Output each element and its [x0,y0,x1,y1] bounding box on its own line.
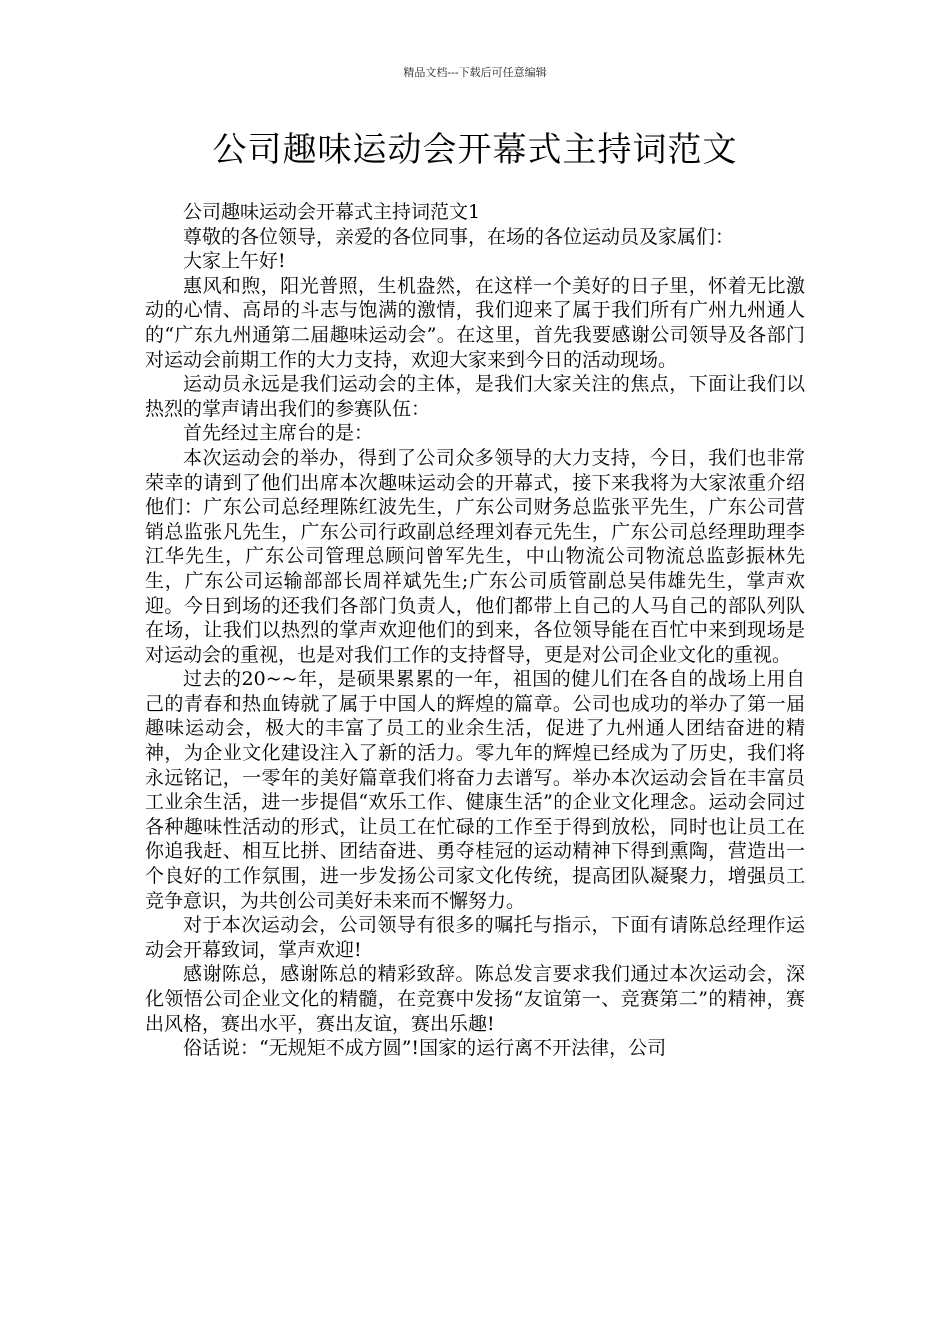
document-title: 公司趣味运动会开幕式主持词范文 [212,130,738,170]
paragraph-greeting: 大家上午好! [183,250,286,273]
paragraph-thanks: 感谢陈总，感谢陈总的精彩致辞。陈总发言要求我们通过本次运动会，深化领悟公司企业文化的精髓，在竞赛中发扬“友谊第一、竞赛第二”的精神，赛出风格，赛出水平，赛出友谊，赛出乐趣! [145,963,805,1035]
paragraph-speech-invite: 对于本次运动会，公司领导有很多的嘱托与指示，下面有请陈总经理作运动会开幕致词，掌声欢迎! [145,914,805,961]
paragraph-subtitle: 公司趣味运动会开幕式主持词范文1 [183,201,481,223]
header-note: 精品文档---下载后可任意编辑 [403,66,547,79]
paragraph-leaders: 本次运动会的举办，得到了公司众多领导的大力支持，今日，我们也非常荣幸的请到了他们出席本次趣味运动会的开幕式，接下来我将为大家浓重介绍他们：广东公司总经理陈红波先生，广东公司财务总监张平先生，广东公司营销总监张凡先生，广东公司行政副总经理刘春元先生，广东公司总经理助理李江华先生，广东公司管理总顾问曾军先生，中山物流公司物流总监彭振林先生，广东公司运输部部长周祥斌先生;广东公司质管副总吴伟雄先生，掌声欢迎。今日到场的还我们各部门负责人，他们都带上自己的人马自己的部队列队在场，让我们以热烈的掌声欢迎他们的到来，各位领导能在百忙中来到现场是对运动会的重视，也是对我们工作的支持督导，更是对公司企业文化的重视。 [145,446,805,666]
paragraph-salutation: 尊敬的各位领导，亲爱的各位同事，在场的各位运动员及家属们： [183,225,735,248]
paragraph-first-team: 首先经过主席台的是： [183,422,374,445]
paragraph-opening: 惠风和煦，阳光普照，生机盎然，在这样一个美好的日子里，怀着无比激动的心情、高昂的斗志与饱满的激情，我们迎来了属于我们所有广州九州通人的“广东九州通第二届趣味运动会”。在这里，首先我要感谢公司领导及各部门对运动会前期工作的大力支持，欢迎大家来到今日的活动现场。 [145,274,805,371]
paragraph-past-year: 过去的20~~年，是硕果累累的一年，祖国的健儿们在各自的战场上用自己的青春和热血铸就了属于中国人的辉煌的篇章。公司也成功的举办了第一届趣味运动会，极大的丰富了员工的业余生活，促进了九州通人团结奋进的精神，为企业文化建设注入了新的活力。零九年的辉煌已经成为了历史，我们将永远铭记，一零年的美好篇章我们将奋力去谱写。举办本次运动会旨在丰富员工业余生活，进一步提倡“欢乐工作、健康生活”的企业文化理念。运动会同过各种趣味性活动的形式，让员工在忙碌的工作至于得到放松，同时也让员工在你追我赶、相互比拼、团结奋进、勇夺桂冠的运动精神下得到熏陶，营造出一个良好的工作氛围，进一步发扬公司家文化传统，提高团队凝聚力，增强员工竞争意识，为共创公司美好未来而不懈努力。 [145,668,805,912]
paragraph-athletes: 运动员永远是我们运动会的主体，是我们大家关注的焦点，下面让我们以热烈的掌声请出我们的参赛队伍： [145,373,805,420]
paragraph-rules: 俗话说：“无规矩不成方圆”!国家的运行离不开法律，公司 [183,1037,667,1060]
document-body [145,200,805,1061]
